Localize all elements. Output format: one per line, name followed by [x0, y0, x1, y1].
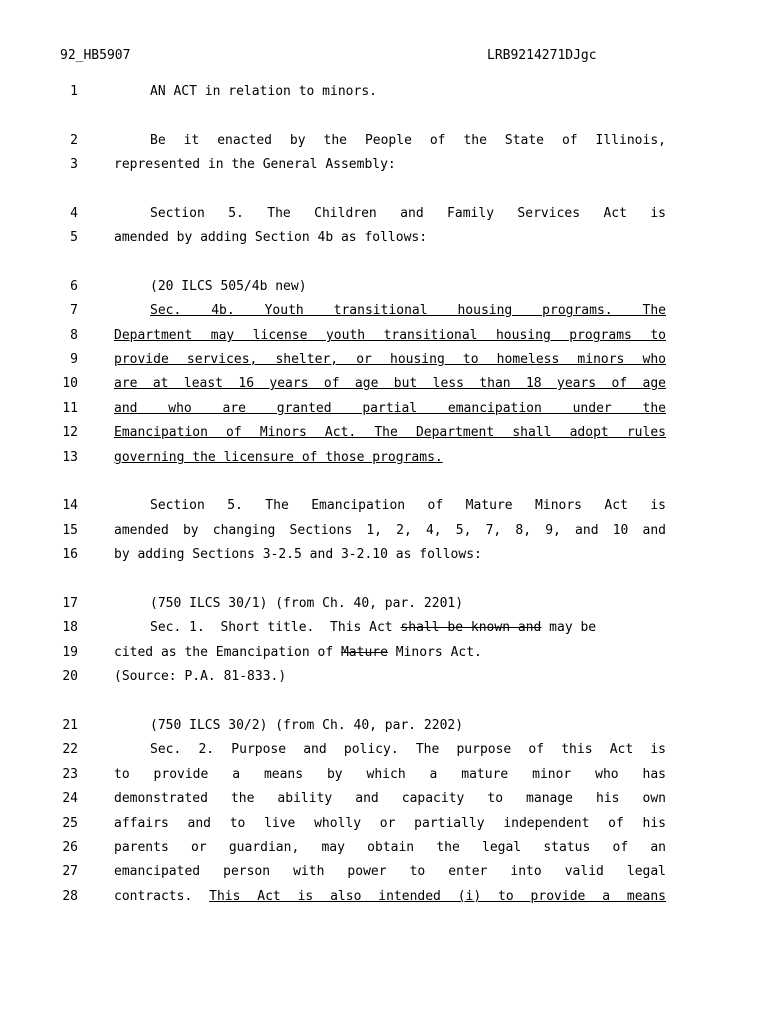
line-number: 5 [70, 230, 78, 245]
line-text [114, 839, 666, 857]
line-text [114, 449, 666, 467]
text-segment: cited as the Emancipation of [114, 645, 341, 660]
line-text [114, 888, 666, 906]
line-text [114, 766, 666, 784]
text-segment: by adding Sections 3-2.5 and 3-2.10 as follows: [114, 547, 482, 562]
text-line [0, 790, 770, 808]
text-line [0, 644, 770, 662]
text-line [0, 766, 770, 784]
line-text [114, 741, 666, 759]
text-segment: affairs and to live wholly or partially independent of his [114, 816, 666, 831]
text-line [0, 741, 770, 759]
text-segment: Sec. 2. Purpose and policy. The purpose of this Act is [150, 742, 666, 757]
line-text [114, 156, 666, 174]
text-line [0, 815, 770, 833]
line-number: 16 [62, 547, 78, 562]
line-text [114, 717, 702, 735]
text-line [0, 278, 770, 296]
line-text [114, 351, 666, 369]
text-line [0, 302, 770, 320]
line-number: 18 [62, 620, 78, 635]
text-segment: (20 ILCS 505/4b new) [150, 279, 307, 294]
line-number: 3 [70, 157, 78, 172]
text-line [0, 619, 770, 637]
text-segment: Section 5. The Children and Family Services Act is [150, 206, 666, 221]
line-text [114, 83, 702, 101]
text-segment: Section 5. The Emancipation of Mature Minors Act is [150, 498, 666, 513]
line-number: 21 [62, 718, 78, 733]
text-line [0, 449, 770, 467]
line-text [114, 400, 666, 418]
inserted-text: This Act is also intended (i) to provide a means [209, 889, 667, 904]
text-line [0, 327, 770, 345]
inserted-text: Department may license youth transitional housing programs to [114, 328, 666, 343]
text-segment: Be it enacted by the People of the State of Illinois, [150, 133, 666, 148]
line-number: 17 [62, 596, 78, 611]
text-segment: (750 ILCS 30/2) (from Ch. 40, par. 2202) [150, 718, 464, 733]
line-text [114, 302, 666, 320]
line-text [114, 546, 666, 564]
text-line [0, 83, 770, 101]
line-number: 12 [62, 425, 78, 440]
text-segment: demonstrated the ability and capacity to manage his own [114, 791, 666, 806]
line-number: 22 [62, 742, 78, 757]
text-line [0, 351, 770, 369]
line-text [114, 205, 666, 223]
text-line [0, 668, 770, 686]
line-number: 15 [62, 523, 78, 538]
line-number: 28 [62, 889, 78, 904]
line-number: 11 [62, 401, 78, 416]
text-line [0, 863, 770, 881]
text-segment: (Source: P.A. 81-833.) [114, 669, 287, 684]
text-line [0, 424, 770, 442]
line-number: 19 [62, 645, 78, 660]
text-line [0, 546, 770, 564]
line-number: 6 [70, 279, 78, 294]
text-line [0, 717, 770, 735]
line-text [114, 522, 666, 540]
line-number: 10 [62, 376, 78, 391]
line-number: 13 [62, 450, 78, 465]
text-line [0, 839, 770, 857]
line-text [114, 668, 666, 686]
line-number: 27 [62, 864, 78, 879]
line-text [114, 595, 702, 613]
text-line [0, 522, 770, 540]
text-segment: contracts. [114, 889, 210, 904]
line-text [114, 132, 666, 150]
text-segment: Sec. 1. Short title. This Act [150, 620, 401, 635]
text-segment: to provide a means by which a mature minor who has [114, 767, 666, 782]
line-number: 1 [70, 84, 78, 99]
line-number: 4 [70, 206, 78, 221]
text-segment: Minors Act. [387, 645, 482, 660]
line-number: 23 [62, 767, 78, 782]
text-line [0, 888, 770, 906]
inserted-text: and who are granted partial emancipation under the [114, 401, 666, 416]
line-number: 25 [62, 816, 78, 831]
line-text [114, 278, 702, 296]
inserted-text: Sec. 4b. Youth transitional housing programs. The [150, 303, 666, 318]
inserted-text: governing the licensure of those programs. [114, 450, 443, 465]
line-number: 7 [70, 303, 78, 318]
text-segment: emancipated person with power to enter into valid legal [114, 864, 666, 879]
text-line [0, 497, 770, 515]
text-line [0, 229, 770, 247]
line-text [114, 863, 666, 881]
line-number: 9 [70, 352, 78, 367]
line-text [114, 327, 666, 345]
line-number: 26 [62, 840, 78, 855]
line-text [114, 424, 666, 442]
line-number: 24 [62, 791, 78, 806]
line-text [114, 644, 666, 662]
text-segment: may be [541, 620, 597, 635]
text-line [0, 132, 770, 150]
lrb-number: LRB9214271DJgc [487, 48, 597, 63]
inserted-text: Emancipation of Minors Act. The Department shall adopt rules [114, 425, 666, 440]
line-number: 14 [62, 498, 78, 513]
text-line [0, 205, 770, 223]
line-number: 2 [70, 133, 78, 148]
text-line [0, 400, 770, 418]
line-number: 8 [70, 328, 78, 343]
text-segment: amended by changing Sections 1, 2, 4, 5, 7, 8, 9, and 10 and [114, 523, 666, 538]
inserted-text: provide services, shelter, or housing to homeless minors who [114, 352, 666, 367]
line-text [114, 497, 666, 515]
deleted-text: Mature [340, 645, 388, 660]
line-text [114, 619, 702, 637]
inserted-text: are at least 16 years of age but less than 18 years of age [114, 376, 666, 391]
text-line [0, 375, 770, 393]
text-line [0, 595, 770, 613]
line-text [114, 815, 666, 833]
text-segment: AN ACT in relation to minors. [150, 84, 377, 99]
text-segment: (750 ILCS 30/1) (from Ch. 40, par. 2201) [150, 596, 464, 611]
text-segment: represented in the General Assembly: [114, 157, 396, 172]
line-text [114, 229, 666, 247]
bill-number: 92_HB5907 [60, 48, 131, 63]
line-number: 20 [62, 669, 78, 684]
deleted-text: shall be known and [400, 620, 542, 635]
text-segment: amended by adding Section 4b as follows: [114, 230, 428, 245]
text-segment: parents or guardian, may obtain the legal status of an [114, 840, 666, 855]
text-line [0, 156, 770, 174]
line-text [114, 790, 666, 808]
line-text [114, 375, 666, 393]
